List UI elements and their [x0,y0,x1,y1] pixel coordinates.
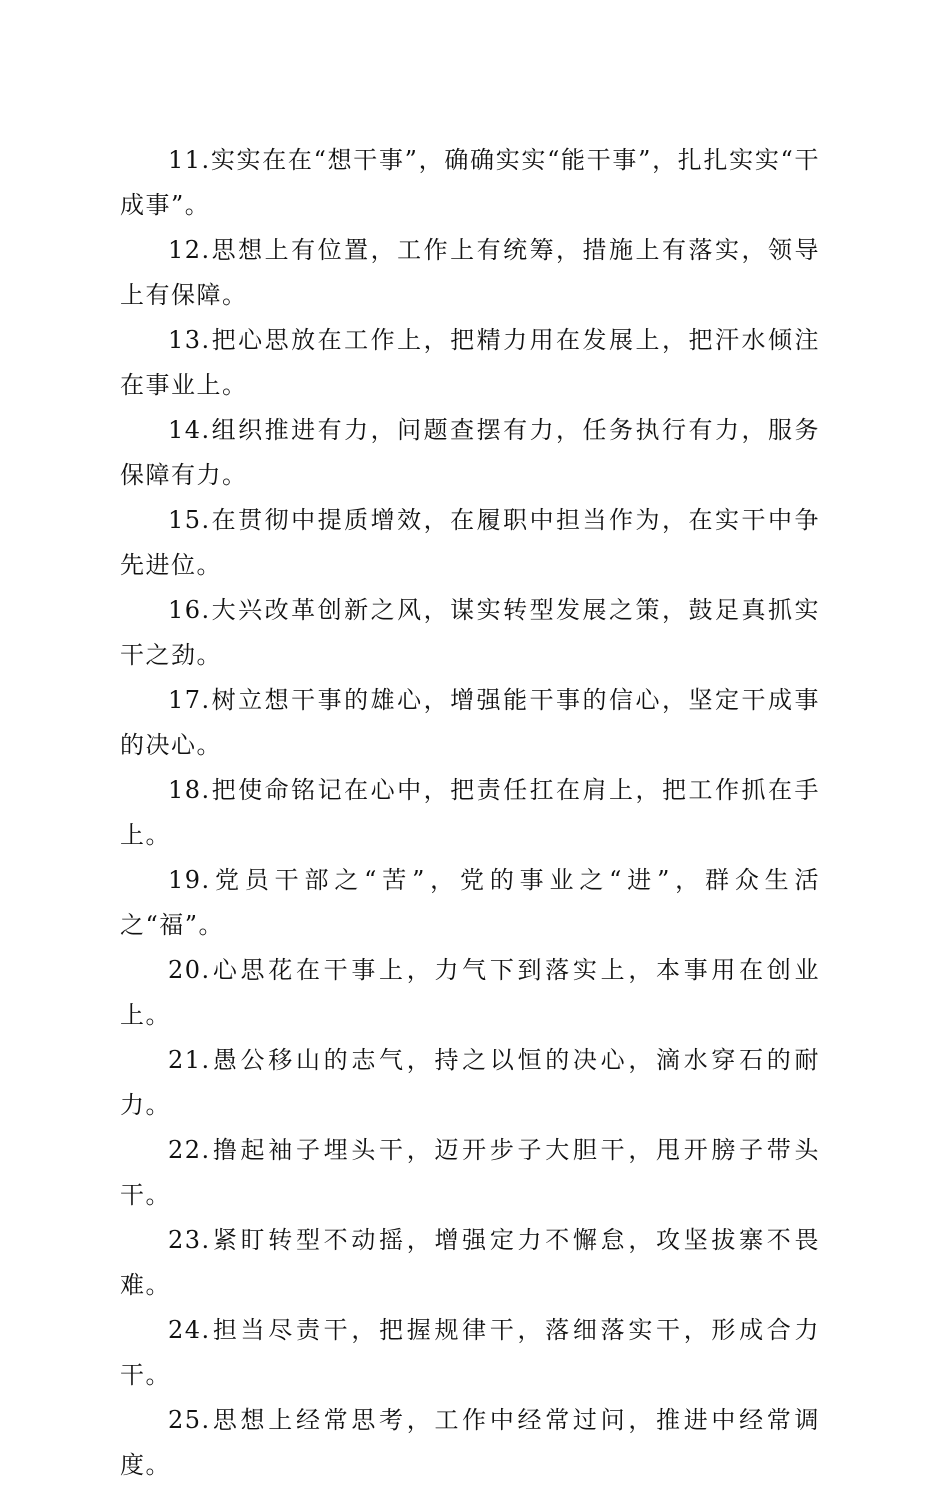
list-item-11: 11.实实在在“想干事”，确确实实“能干事”，扎扎实实“干成事”。 [120,146,820,219]
list-item-16: 16.大兴改革创新之风，谋实转型发展之策，鼓足真抓实干之劲。 [120,596,820,669]
list-item-18: 18.把使命铭记在心中，把责任扛在肩上，把工作抓在手上。 [120,776,820,849]
list-item-12: 12.思想上有位置，工作上有统筹，措施上有落实，领导上有保障。 [120,236,820,309]
list-item-20: 20.心思花在干事上，力气下到落实上，本事用在创业上。 [120,956,820,1029]
list-item-22: 22.撸起袖子埋头干，迈开步子大胆干，甩开膀子带头干。 [120,1136,820,1209]
list-item-17: 17.树立想干事的雄心，增强能干事的信心，坚定干成事的决心。 [120,686,820,759]
list-item-23: 23.紧盯转型不动摇，增强定力不懈怠，攻坚拔寨不畏难。 [120,1226,820,1299]
list-item-19: 19.党员干部之“苦”，党的事业之“进”，群众生活之“福”。 [120,866,820,939]
list-item-13: 13.把心思放在工作上，把精力用在发展上，把汗水倾注在事业上。 [120,326,820,399]
document-page [120,138,820,1488]
list-item-24: 24.担当尽责干，把握规律干，落细落实干，形成合力干。 [120,1316,820,1389]
list-item-21: 21.愚公移山的志气，持之以恒的决心，滴水穿石的耐力。 [120,1046,820,1119]
list-item-14: 14.组织推进有力，问题查摆有力，任务执行有力，服务保障有力。 [120,416,820,489]
list-item-25: 25.思想上经常思考，工作中经常过问，推进中经常调度。 [120,1406,820,1479]
list-item-15: 15.在贯彻中提质增效，在履职中担当作为，在实干中争先进位。 [120,506,820,579]
